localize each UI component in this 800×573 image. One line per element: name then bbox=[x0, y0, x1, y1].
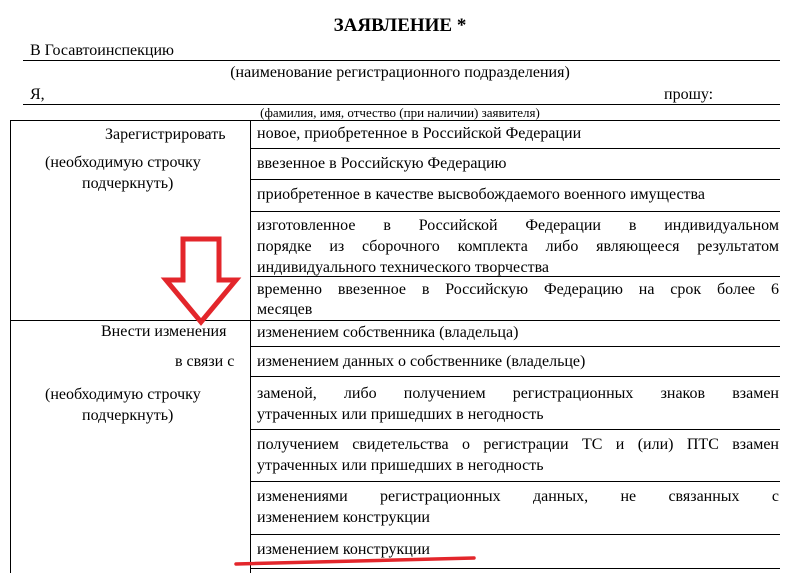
row-divider bbox=[250, 346, 780, 347]
row-divider bbox=[250, 429, 780, 430]
recipient-caption: (наименование регистрационного подразделения) bbox=[230, 64, 570, 81]
option-line: утраченных или пришедших в негодность bbox=[257, 406, 544, 423]
page-title: ЗАЯВЛЕНИЕ * bbox=[333, 15, 467, 36]
option-line: месяцев bbox=[257, 301, 313, 318]
row-divider bbox=[250, 534, 780, 535]
row-divider bbox=[250, 481, 780, 482]
option-line: временно ввезенное в Российскую Федерацию на срок более 6 bbox=[257, 281, 779, 298]
row-divider bbox=[250, 179, 780, 180]
register-note-line2: подчеркнуть) bbox=[82, 175, 174, 192]
option-line: утраченных или пришедших в негодность bbox=[257, 457, 544, 474]
row-divider bbox=[250, 148, 780, 149]
register-option[interactable]: ввезенное в Российскую Федерацию bbox=[257, 155, 507, 172]
recipient-line bbox=[23, 60, 780, 61]
option-line: порядке из сборочного комплекта либо являющееся результатом bbox=[257, 238, 779, 255]
change-option-selected[interactable]: изменением конструкции bbox=[257, 541, 430, 558]
applicant-label: Я, bbox=[30, 86, 45, 103]
register-label: Зарегистрировать bbox=[105, 126, 226, 143]
applicant-caption: (фамилия, имя, отчество (при наличии) заявителя) bbox=[260, 105, 540, 120]
option-line: изготовленное в Российской Федерации в индивидуальном bbox=[257, 217, 779, 234]
option-line: индивидуального технического творчества bbox=[257, 259, 550, 276]
option-line: изменениями регистрационных данных, не связанных с bbox=[257, 488, 779, 505]
option-line: заменой, либо получением регистрационных знаков взамен bbox=[257, 385, 779, 402]
register-note-line1: (необходимую строчку bbox=[45, 154, 201, 171]
change-option[interactable]: изменением данных о собственнике (владельце) bbox=[257, 353, 586, 370]
section-divider bbox=[10, 320, 780, 321]
row-divider bbox=[250, 568, 780, 569]
change-option[interactable]: изменением собственника (владельца) bbox=[257, 324, 519, 341]
row-divider bbox=[250, 276, 780, 277]
register-option[interactable]: приобретенное в качестве высвобождаемого военного имущества bbox=[257, 186, 705, 203]
row-divider bbox=[250, 376, 780, 377]
request-word: прошу: bbox=[664, 86, 714, 103]
changes-note-line1: (необходимую строчку bbox=[45, 386, 201, 403]
table-left-border bbox=[10, 120, 11, 573]
changes-label: Внести изменения bbox=[101, 323, 227, 340]
register-option[interactable]: новое, приобретенное в Российской Федерации bbox=[257, 125, 582, 142]
option-line: получением свидетельства о регистрации ТС и (или) ПТС взамен bbox=[257, 436, 779, 453]
table-top-border bbox=[10, 120, 780, 121]
row-divider bbox=[250, 211, 780, 212]
recipient-label: В Госавтоинспекцию bbox=[30, 42, 174, 59]
changes-label-2: в связи с bbox=[175, 353, 235, 370]
down-arrow-icon bbox=[166, 239, 236, 322]
option-line: изменением конструкции bbox=[257, 509, 430, 526]
changes-note-line2: подчеркнуть) bbox=[82, 407, 174, 424]
